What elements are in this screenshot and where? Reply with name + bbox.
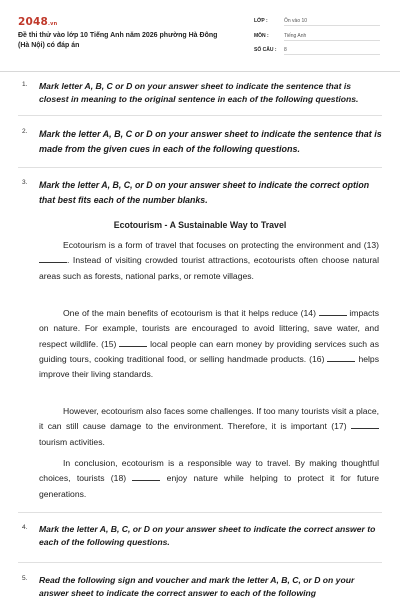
meta-subject-value: Tiếng Anh	[284, 33, 380, 41]
question-number: 3.	[22, 179, 28, 186]
question-1[interactable]	[22, 80, 382, 106]
blank-15[interactable]	[119, 339, 147, 347]
meta-count-value: 8	[284, 47, 380, 55]
question-5[interactable]	[22, 574, 382, 600]
question-number: 5.	[22, 575, 28, 582]
passage-title: Ecotourism - A Sustainable Way to Travel	[113, 220, 287, 230]
question-number: 2.	[22, 128, 28, 135]
blank-18[interactable]	[132, 473, 160, 481]
divider	[18, 562, 382, 563]
question-text: Mark the letter A, B, C or D on your answer sheet to indicate the sentence that is made from the given cues in each of the following questions.	[39, 129, 382, 154]
question-text: Mark letter A, B, C or D on your answer sheet to indicate the sentence that is closest in meaning to the original sentence in each of the following questions.	[39, 81, 359, 104]
meta-subject-label: MÔN :	[254, 33, 269, 39]
blank-13[interactable]	[39, 255, 67, 263]
meta-class-label: LỚP :	[254, 18, 268, 24]
blank-14[interactable]	[319, 308, 347, 316]
question-number: 1.	[22, 81, 28, 88]
question-text: Mark the letter A, B, C, or D on your answer sheet to indicate the correct answer to each of the following questions.	[39, 524, 376, 547]
meta-count-label: SỐ CÂU :	[254, 47, 277, 53]
question-3[interactable]	[22, 178, 382, 208]
blank-17[interactable]	[351, 421, 379, 429]
meta-class-value: Ôn vào 10	[284, 18, 380, 26]
blank-16[interactable]	[327, 354, 355, 362]
divider	[18, 167, 382, 168]
passage-paragraph-1: Ecotourism is a form of travel that focuses on protecting the environment and (13) . Instead of visiting crowded tourist attractions, ecotourists often choose natural areas such as forests, national parks, or remote villages.	[39, 240, 379, 281]
page-header	[0, 0, 400, 72]
question-text: Mark the letter A, B, C, or D on your answer sheet to indicate the correct option that best fits each of the number blanks.	[39, 180, 370, 205]
site-logo[interactable]: 2048.vn	[18, 16, 58, 28]
divider	[18, 512, 382, 513]
question-4[interactable]	[22, 523, 382, 549]
divider	[18, 115, 382, 116]
exam-title: Đề thi thử vào lớp 10 Tiếng Anh năm 2026 phường Hà Đông (Hà Nội) có đáp án	[18, 32, 218, 49]
passage-paragraph-3: However, ecotourism also faces some challenges. If too many tourists visit a place, it can still cause damage to the environment. Therefore, it is important (17) tourism activities.	[39, 406, 379, 447]
question-text: Read the following sign and voucher and mark the letter A, B, C, or D on your answer sheet to indicate the correct answer to each of the following	[39, 575, 355, 598]
question-2[interactable]	[22, 127, 382, 157]
passage-paragraph-4: In conclusion, ecotourism is a responsible way to travel. By making thoughtful choices, tourists (18) enjoy nature while helping to protect it for future generations.	[39, 458, 379, 499]
passage-paragraph-2: One of the main benefits of ecotourism is that it helps reduce (14) impacts on nature. For example, tourists are encouraged to avoid littering, save water, and respect wildlife. (15) local people can earn money by providing services such as guiding tours, cooking traditional food, or selling handmade products. (16) helps improve their living standards.	[39, 308, 380, 380]
question-number: 4.	[22, 524, 28, 531]
